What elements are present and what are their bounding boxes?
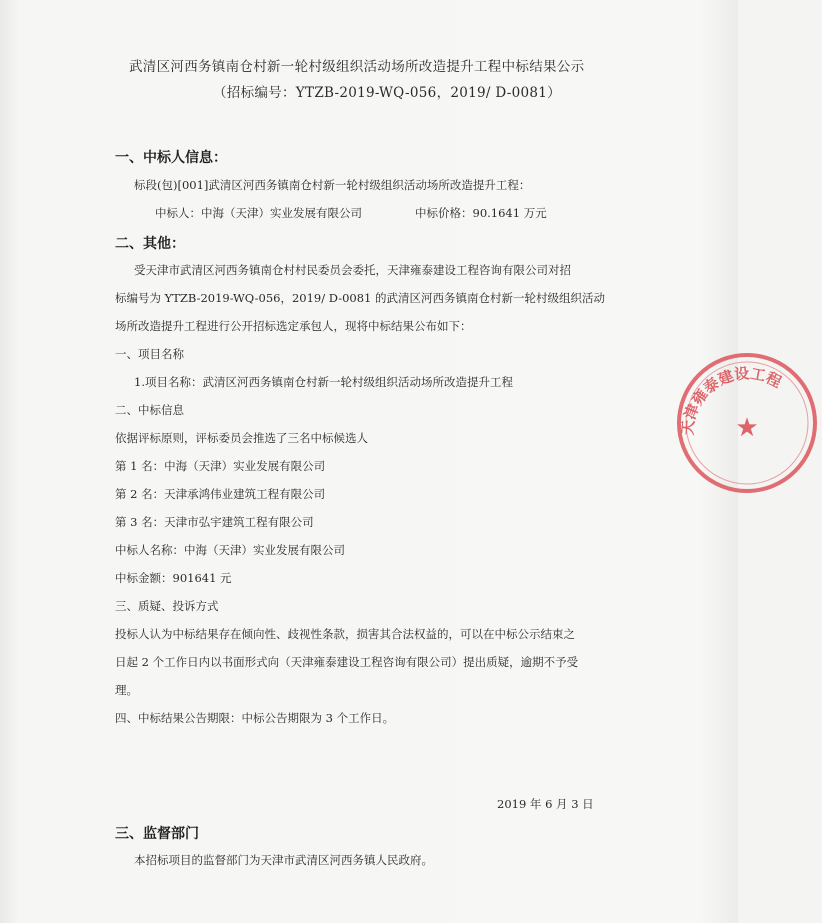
- document-date: 2019 年 6 月 3 日: [497, 797, 594, 811]
- complaint-line1: 投标人认为中标结果存在倾向性、歧视性条款，损害其合法权益的，可以在中标公示结束之: [115, 627, 575, 641]
- complaint-line2: 日起 2 个工作日内以书面形式向（天津雍泰建设工程咨询有限公司）提出质疑，逾期不予受: [115, 655, 579, 669]
- winner-name: 中标人名称：中海（天津）实业发展有限公司: [115, 543, 345, 557]
- section1-lot: 标段(包)[001]武清区河西务镇南仓村新一轮村级组织活动场所改造提升工程：: [134, 178, 531, 192]
- rank-2: 第 2 名：天津承鸿伟业建筑工程有限公司: [115, 487, 326, 501]
- section1-winner: 中标人：中海（天津）实业发展有限公司: [155, 206, 362, 220]
- seal-text: 天津雍泰建设工程: [678, 364, 785, 436]
- item2-heading: 二、中标信息: [115, 403, 184, 417]
- seal-star-icon: ★: [735, 413, 759, 443]
- document-subtitle: （招标编号：YTZB-2019-WQ-056，2019/ D-0081）: [213, 85, 561, 101]
- item4-period: 四、中标结果公告期限：中标公告期限为 3 个工作日。: [115, 711, 395, 725]
- svg-text:天津雍泰建设工程: [679, 364, 785, 436]
- section2-para-line3: 场所改造提升工程进行公开招标选定承包人，现将中标结果公布如下：: [115, 319, 472, 333]
- section3-text: 本招标项目的监督部门为天津市武清区河西务镇人民政府。: [134, 853, 433, 867]
- section3-heading: 三、监督部门: [115, 826, 199, 842]
- rank-3: 第 3 名：天津市弘宇建筑工程有限公司: [115, 515, 314, 529]
- section1-price: 中标价格：90.1641 万元: [415, 206, 547, 220]
- complaint-line3: 理。: [115, 683, 138, 697]
- document-title: 武清区河西务镇南仓村新一轮村级组织活动场所改造提升工程中标结果公示: [129, 59, 585, 75]
- item2-intro: 依据评标原则，评标委员会推选了三名中标候选人: [115, 431, 368, 445]
- section2-para-line1: 受天津市武清区河西务镇南仓村村民委员会委托，天津雍泰建设工程咨询有限公司对招: [134, 263, 571, 277]
- section2-heading: 二、其他：: [115, 236, 185, 252]
- item1-detail: 1.项目名称：武清区河西务镇南仓村新一轮村级组织活动场所改造提升工程: [134, 375, 513, 389]
- company-seal: [672, 348, 822, 498]
- section1-heading: 一、中标人信息：: [115, 150, 227, 166]
- winner-amount: 中标金额：901641 元: [115, 571, 232, 585]
- item3-heading: 三、质疑、投诉方式: [115, 599, 219, 613]
- rank-1: 第 1 名：中海（天津）实业发展有限公司: [115, 459, 326, 473]
- section2-para-line2: 标编号为 YTZB-2019-WQ-056，2019/ D-0081 的武清区河西务镇南仓村新一轮村级组织活动: [115, 291, 606, 305]
- item1-heading: 一、项目名称: [115, 347, 184, 361]
